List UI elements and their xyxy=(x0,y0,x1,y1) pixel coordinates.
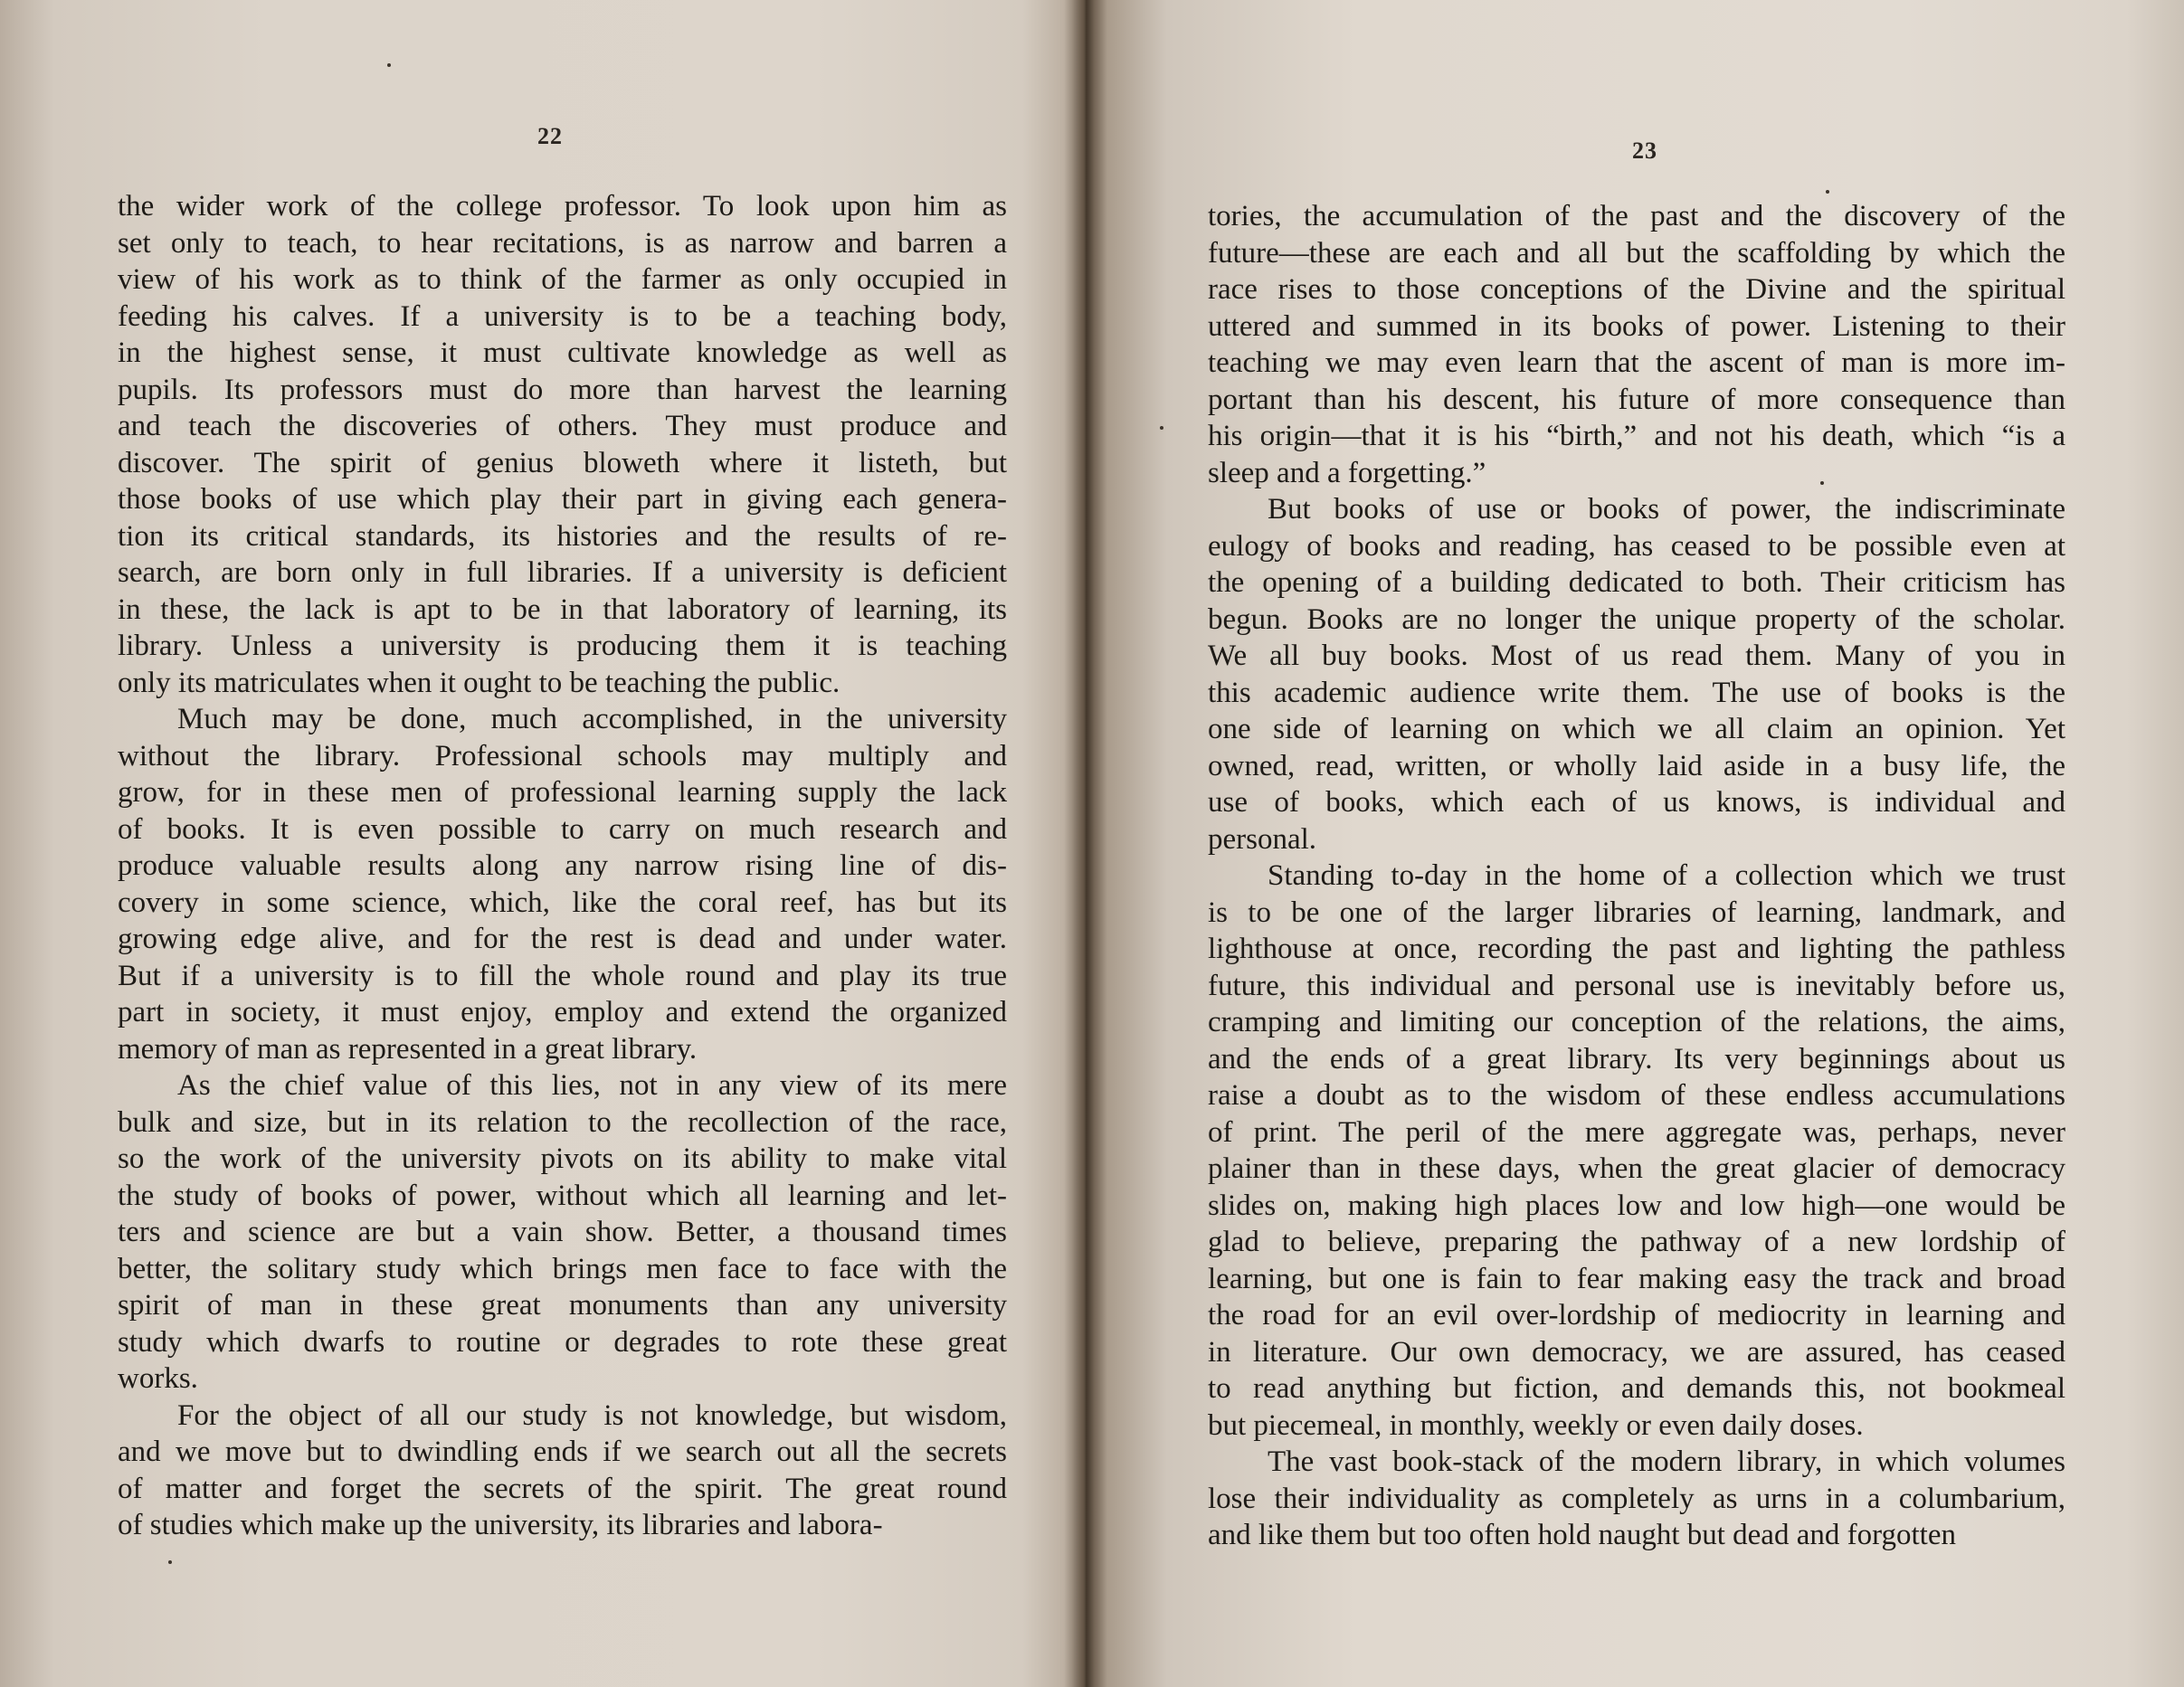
left-page-number: 22 xyxy=(537,123,563,149)
text-line: and we move but to dwindling ends if we search out all the secrets xyxy=(118,1436,1007,1468)
page-speck xyxy=(168,1560,172,1564)
text-line: those books of use which play their part in giving each genera- xyxy=(118,483,1007,516)
text-line: lighthouse at once, recording the past and lighting the pathless xyxy=(1208,933,2065,965)
text-line: begun. Books are no longer the unique property of the scholar. xyxy=(1208,602,2065,636)
text-line: without the library. Professional schools may multiply and xyxy=(118,739,1007,772)
text-line: of books. It is even possible to carry on much research and xyxy=(118,812,1007,846)
text-line: set only to teach, to hear recitations, is as narrow and barren a xyxy=(118,226,1007,260)
text-line: in literature. Our own democracy, we are assured, has ceased xyxy=(1208,1335,2065,1369)
page-speck xyxy=(1826,190,1829,194)
right-page xyxy=(1086,0,2184,1687)
text-line: better, the solitary study which brings men face to face with the xyxy=(118,1252,1007,1285)
text-line: But if a university is to fill the whole round and play its true xyxy=(118,959,1007,992)
text-line: tion its critical standards, its histories and the results of re- xyxy=(118,519,1007,553)
text-line: learning, but one is fain to fear making easy the track and broad xyxy=(1208,1262,2065,1295)
text-line: to read anything but fiction, and demands this, not bookmeal xyxy=(1208,1372,2065,1405)
text-line: of matter and forget the secrets of the spirit. The great round xyxy=(118,1472,1007,1505)
text-line: slides on, making high places low and low high—one would be xyxy=(1208,1189,2065,1222)
text-line: spirit of man in these great monuments than any university xyxy=(118,1289,1007,1322)
text-line: uttered and summed in its books of power. Listening to their xyxy=(1208,309,2065,343)
text-line: owned, read, written, or wholly laid aside in a busy life, the xyxy=(1208,749,2065,782)
text-line: produce valuable results along any narrow rising line of dis- xyxy=(118,849,1007,882)
text-line: one side of learning on which we all claim an opinion. Yet xyxy=(1208,713,2065,745)
text-line: works. xyxy=(118,1362,198,1395)
text-line: the study of books of power, without which all learning and let- xyxy=(118,1179,1007,1212)
text-line: eulogy of books and reading, has ceased to be possible even at xyxy=(1208,529,2065,563)
text-line: this academic audience write them. The use of books is the xyxy=(1208,676,2065,709)
text-line: only its matriculates when it ought to be teaching the public. xyxy=(118,666,840,699)
text-line: lose their individuality as completely as urns in a columbarium, xyxy=(1208,1482,2065,1515)
text-line: We all buy books. Most of us read them. Many of you in xyxy=(1208,640,2065,672)
text-line: tories, the accumulation of the past and the discovery of the xyxy=(1208,200,2065,232)
text-line: ters and science are but a vain show. Better, a thousand times xyxy=(118,1216,1007,1248)
text-line: sleep and a forgetting.” xyxy=(1208,456,1486,489)
page-speck xyxy=(387,63,391,67)
text-line: future—these are each and all but the scaffolding by which the xyxy=(1208,236,2065,270)
text-line: growing edge alive, and for the rest is dead and under water. xyxy=(118,923,1007,955)
text-line: personal. xyxy=(1208,822,1317,856)
text-line: use of books, which each of us knows, is individual and xyxy=(1208,786,2065,819)
right-page-number: 23 xyxy=(1632,137,1657,164)
text-line: and the ends of a great library. Its very beginnings about us xyxy=(1208,1042,2065,1076)
text-line: cramping and limiting our conception of the relations, the aims, xyxy=(1208,1006,2065,1038)
left-page-text xyxy=(118,188,1007,1544)
page-speck xyxy=(1820,481,1824,485)
text-line: of studies which make up the university, its libraries and labora- xyxy=(118,1509,883,1541)
text-line: covery in some science, which, like the coral reef, has but its xyxy=(118,886,1007,919)
text-line: in these, the lack is apt to be in that laboratory of learning, its xyxy=(118,592,1007,626)
page-speck xyxy=(1160,426,1163,430)
text-line: and like them but too often hold naught but dead and forgotten xyxy=(1208,1519,1956,1551)
text-line: For the object of all our study is not knowledge, but wisdom, xyxy=(177,1398,1007,1432)
text-line: of print. The peril of the mere aggregate was, perhaps, never xyxy=(1208,1115,2065,1149)
text-line: The vast book-stack of the modern library, in which volumes xyxy=(1268,1445,2065,1478)
text-line: But books of use or books of power, the indiscriminate xyxy=(1268,493,2065,526)
text-line: is to be one of the larger libraries of learning, landmark, and xyxy=(1208,896,2065,929)
text-line: raise a doubt as to the wisdom of these endless accumulations xyxy=(1208,1079,2065,1112)
text-line: and teach the discoveries of others. They must produce and xyxy=(118,410,1007,442)
text-line: Much may be done, much accomplished, in the university xyxy=(177,703,1007,735)
text-line: part in society, it must enjoy, employ and extend the organized xyxy=(118,996,1007,1028)
text-line: the road for an evil over-lordship of mediocrity in learning and xyxy=(1208,1299,2065,1332)
text-line: so the work of the university pivots on its ability to make vital xyxy=(118,1142,1007,1175)
right-page-text xyxy=(1208,198,2065,1554)
text-line: grow, for in these men of professional learning supply the lack xyxy=(118,776,1007,809)
text-line: view of his work as to think of the farmer as only occupied in xyxy=(118,263,1007,296)
text-line: teaching we may even learn that the ascent of man is more im- xyxy=(1208,346,2065,379)
text-line: his origin—that it is his “birth,” and not his death, which “is a xyxy=(1208,420,2065,452)
text-line: pupils. Its professors must do more than harvest the learning xyxy=(118,373,1007,406)
text-line: As the chief value of this lies, not in any view of its mere xyxy=(177,1069,1007,1102)
text-line: discover. The spirit of genius bloweth where it listeth, but xyxy=(118,446,1007,479)
text-line: future, this individual and personal use is inevitably before us, xyxy=(1208,969,2065,1002)
text-line: memory of man as represented in a great library. xyxy=(118,1032,698,1066)
text-line: search, are born only in full libraries. If a university is deficient xyxy=(118,556,1007,589)
text-line: the wider work of the college professor. To look upon him as xyxy=(118,190,1007,223)
text-line: portant than his descent, his future of more consequence than xyxy=(1208,383,2065,416)
text-line: bulk and size, but in its relation to the recollection of the race, xyxy=(118,1105,1007,1139)
text-line: plainer than in these days, when the great glacier of democracy xyxy=(1208,1152,2065,1185)
text-line: in the highest sense, it must cultivate knowledge as well as xyxy=(118,336,1007,369)
text-line: but piecemeal, in monthly, weekly or even daily doses. xyxy=(1208,1408,1864,1442)
book-gutter xyxy=(1064,0,1107,1687)
text-line: the opening of a building dedicated to both. Their criticism has xyxy=(1208,566,2065,599)
text-line: race rises to those conceptions of the Divine and the spiritual xyxy=(1208,273,2065,306)
text-line: library. Unless a university is producing them it is teaching xyxy=(118,630,1007,662)
text-line: glad to believe, preparing the pathway of a new lordship of xyxy=(1208,1226,2065,1258)
left-page xyxy=(0,0,1086,1687)
text-line: study which dwarfs to routine or degrades to rote these great xyxy=(118,1325,1007,1359)
text-line: feeding his calves. If a university is to be a teaching body, xyxy=(118,299,1007,333)
text-line: Standing to-day in the home of a collection which we trust xyxy=(1268,859,2065,892)
